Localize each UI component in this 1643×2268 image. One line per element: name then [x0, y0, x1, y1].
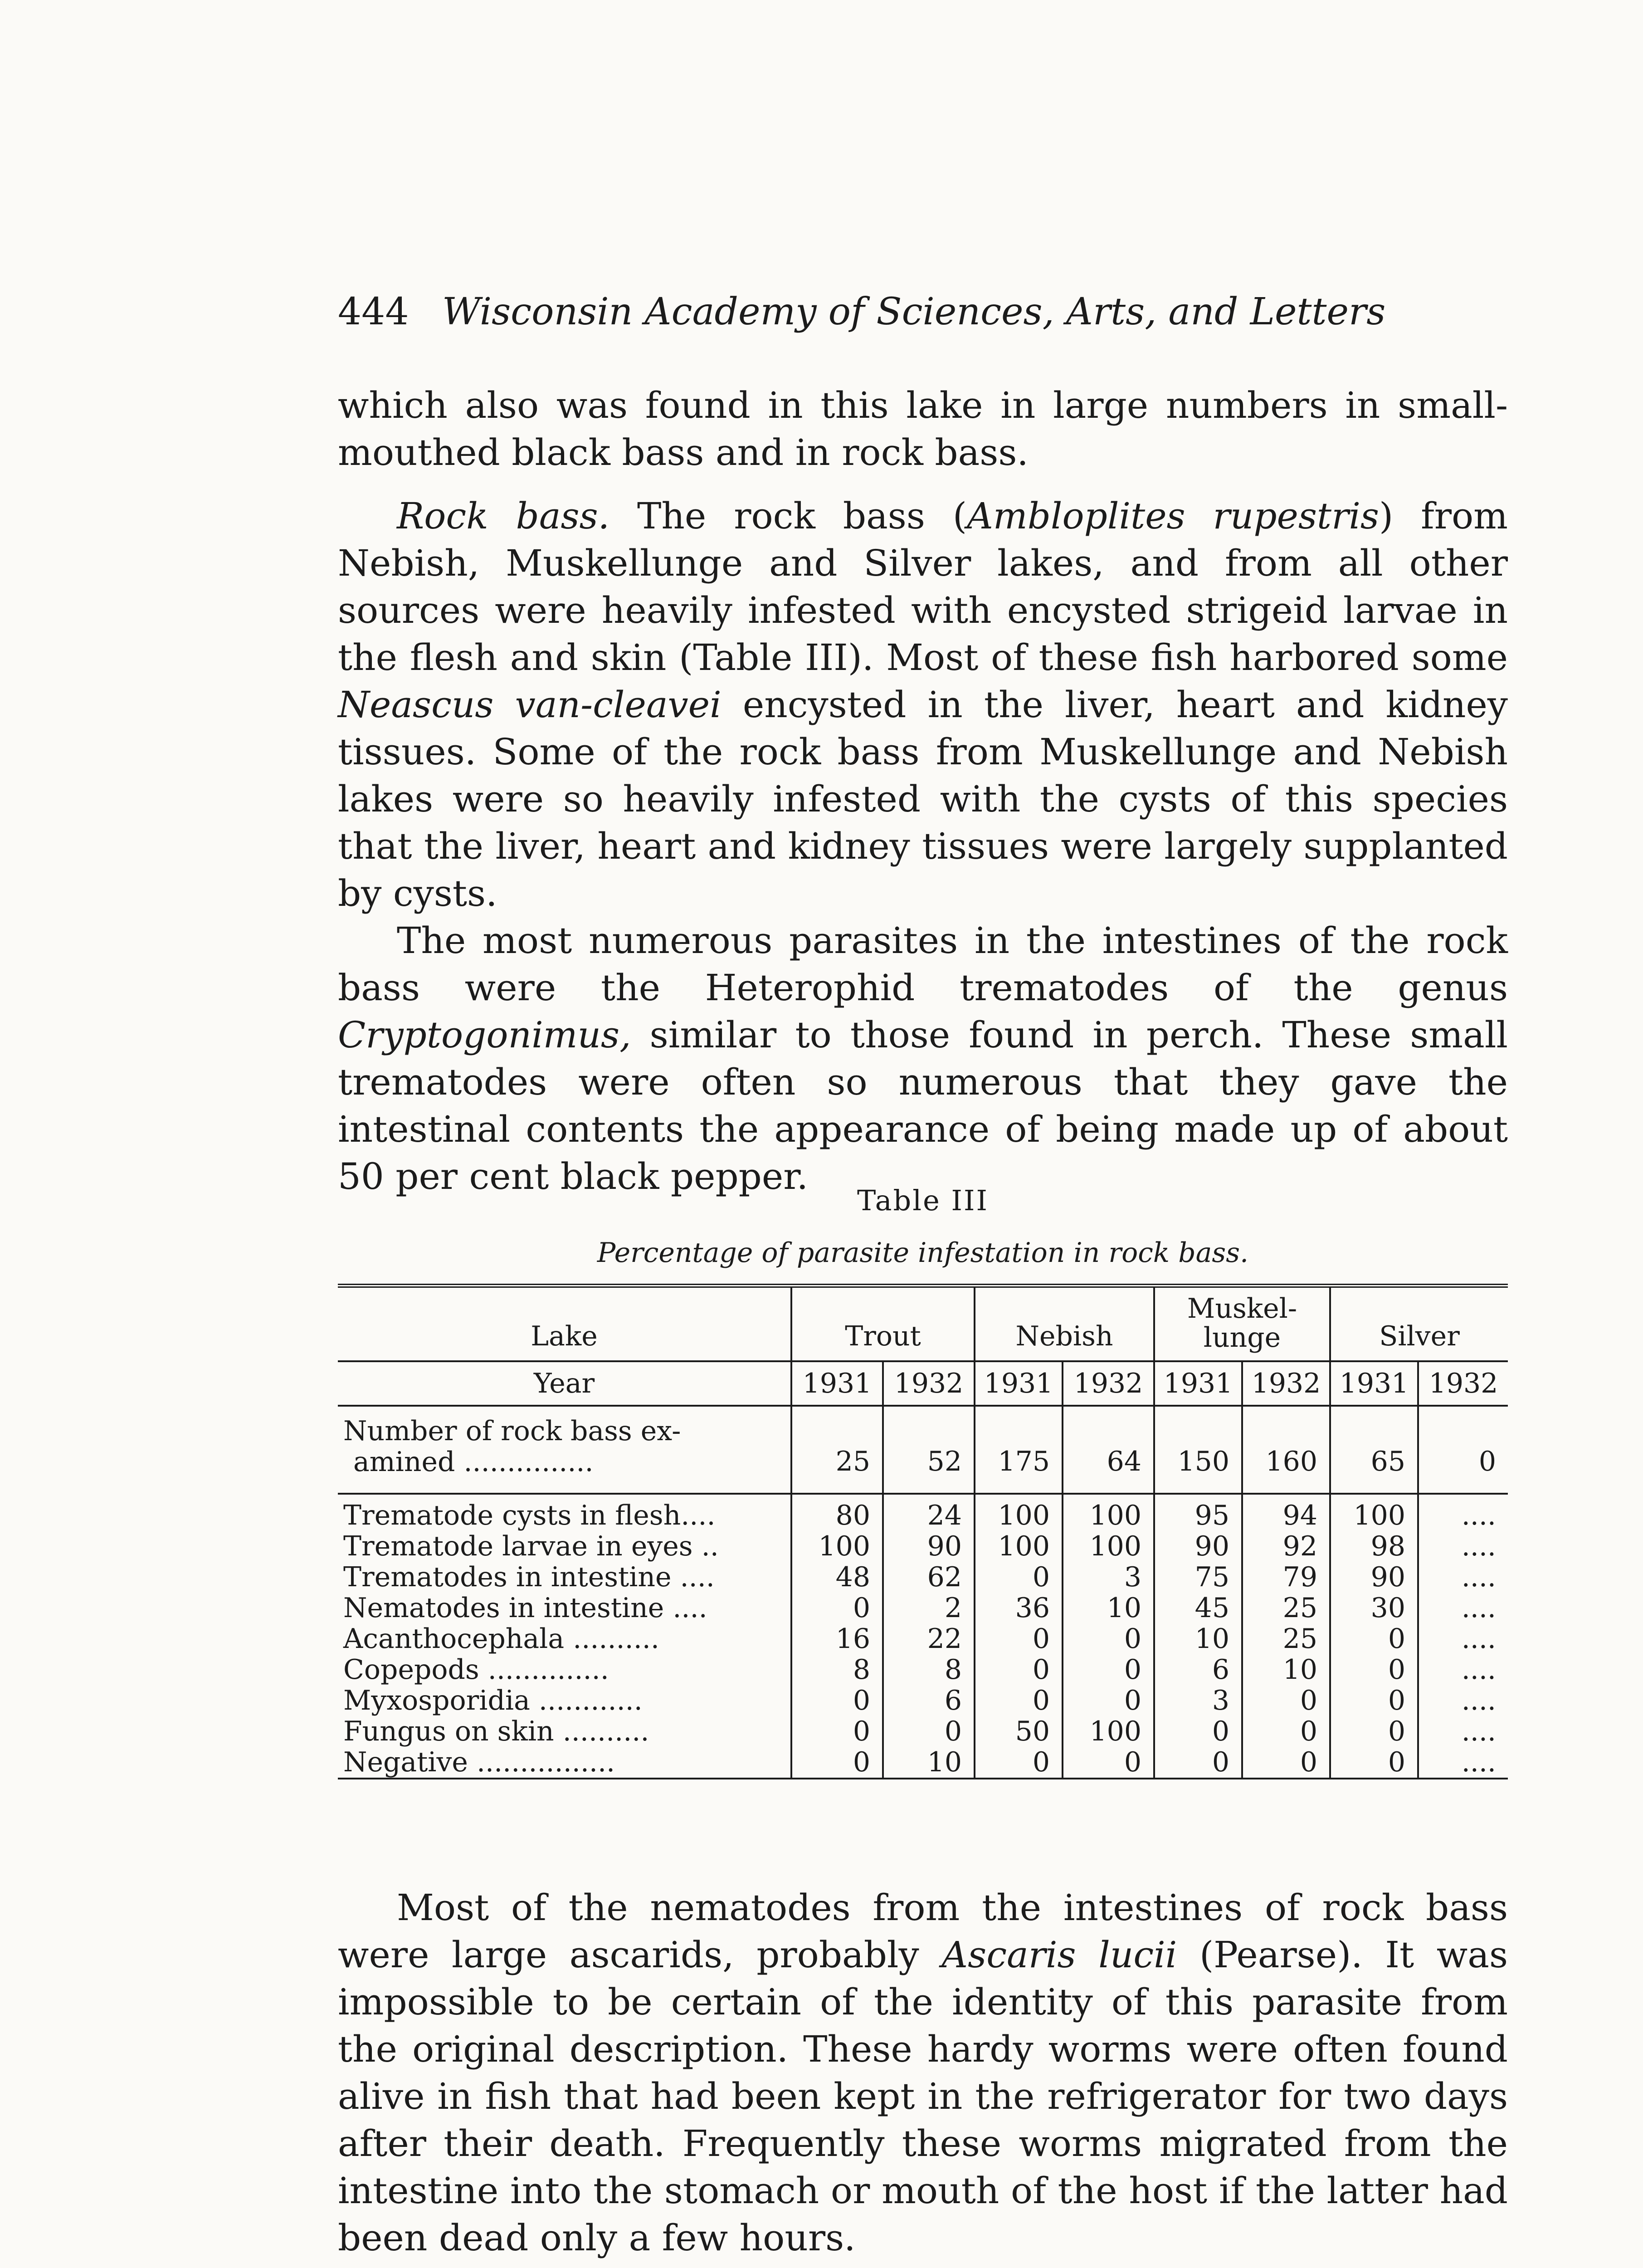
- row-label: Copepods ..............: [343, 1654, 609, 1685]
- lake-nebish: Nebish: [975, 1288, 1154, 1361]
- table-row: [338, 1593, 1508, 1623]
- table-cell: 90: [883, 1531, 975, 1562]
- lake-header-row: [338, 1288, 1508, 1361]
- table-cell: 25: [1242, 1623, 1330, 1654]
- body-text-bottom: [338, 1884, 1508, 2262]
- table-cell: ....: [1418, 1531, 1508, 1562]
- table-cell: ....: [1418, 1562, 1508, 1593]
- table-row: [338, 1654, 1508, 1685]
- year-cell: 1932: [883, 1361, 975, 1406]
- table-cell: 0: [1330, 1747, 1418, 1779]
- year-cell: 1931: [791, 1361, 883, 1406]
- table-cell: 0: [975, 1654, 1063, 1685]
- table-cell: 62: [883, 1562, 975, 1593]
- table-cell: 95: [1154, 1494, 1242, 1531]
- table-cell: 10: [1154, 1623, 1242, 1654]
- table-cell: 0: [1242, 1685, 1330, 1716]
- paragraph-4: Most of the nematodes from the intestines of rock bass were large ascarids, probably Ascaris lucii (Pearse). It was impossible to be certain of the identity of this parasite from the original description. These hardy worms were often found alive in fish that had been kept in the refrigerator for two days after their death. Frequently these worms migrated from the intestine into the stomach or mouth of the host if the latter had been dead only a few hours.: [338, 1887, 1508, 2259]
- table-cell: 0: [791, 1747, 883, 1779]
- table-cell: 25: [791, 1406, 883, 1494]
- species-name: Ascaris lucii: [941, 1934, 1177, 1976]
- table-cell: 100: [1330, 1494, 1418, 1531]
- table-cell: ....: [1418, 1654, 1508, 1685]
- table-cell: 92: [1242, 1531, 1330, 1562]
- page-number: 444: [338, 290, 409, 333]
- lake-silver: Silver: [1330, 1288, 1508, 1361]
- table-caption: [338, 1184, 1508, 1269]
- table-cell: 0: [1063, 1623, 1154, 1654]
- table-cell: 90: [1330, 1562, 1418, 1593]
- table-cell: 0: [791, 1716, 883, 1747]
- table-cell: 10: [1063, 1593, 1154, 1623]
- table-cell: 48: [791, 1562, 883, 1593]
- species-name: Ambloplites rupestris: [967, 495, 1379, 537]
- row-label: Trematode larvae in eyes ..: [343, 1531, 719, 1562]
- table-cell: 6: [883, 1685, 975, 1716]
- table-cell: 75: [1154, 1562, 1242, 1593]
- lake-muskellunge: Muskel-lunge: [1154, 1288, 1330, 1361]
- table-row: [338, 1494, 1508, 1531]
- table-cell: 24: [883, 1494, 975, 1531]
- table-cell: 79: [1242, 1562, 1330, 1593]
- table-cell: 94: [1242, 1494, 1330, 1531]
- table-cell: 0: [883, 1716, 975, 1747]
- table-cell: 22: [883, 1623, 975, 1654]
- table-cell: 45: [1154, 1593, 1242, 1623]
- journal-title: Wisconsin Academy of Sciences, Arts, and Letters: [442, 290, 1386, 333]
- table-cell: 0: [1242, 1747, 1330, 1779]
- table-title: Table III: [857, 1184, 989, 1217]
- row-label: Fungus on skin ..........: [343, 1716, 649, 1747]
- table-cell: 16: [791, 1623, 883, 1654]
- row-label: Negative ................: [343, 1747, 615, 1778]
- table-cell: 8: [883, 1654, 975, 1685]
- row-label: Acanthocephala ..........: [343, 1623, 659, 1654]
- table-cell: 100: [975, 1531, 1063, 1562]
- table-cell: 150: [1154, 1406, 1242, 1494]
- table-cell: 98: [1330, 1531, 1418, 1562]
- table-row: [338, 1623, 1508, 1654]
- table-cell: 0: [1330, 1685, 1418, 1716]
- year-row: [338, 1361, 1508, 1406]
- table-cell: 175: [975, 1406, 1063, 1494]
- table-cell: 160: [1242, 1406, 1330, 1494]
- genus-name: Cryptogonimus,: [338, 1014, 631, 1056]
- table-cell: 100: [791, 1531, 883, 1562]
- table-cell: 65: [1330, 1406, 1418, 1494]
- page: [338, 0, 1508, 2268]
- table-cell: 10: [1242, 1654, 1330, 1685]
- table-cell: 0: [975, 1685, 1063, 1716]
- table-cell: 30: [1330, 1593, 1418, 1623]
- table-cell: 25: [1242, 1593, 1330, 1623]
- table-row: [338, 1531, 1508, 1562]
- lake-header: Lake: [531, 1320, 598, 1352]
- table-cell: 6: [1154, 1654, 1242, 1685]
- table-cell: 3: [1063, 1562, 1154, 1593]
- table-cell: 100: [1063, 1531, 1154, 1562]
- table-cell: 0: [791, 1593, 883, 1623]
- table-cell: 64: [1063, 1406, 1154, 1494]
- table-cell: 0: [975, 1747, 1063, 1779]
- paragraph-2-lead: Rock bass.: [397, 495, 610, 537]
- table-cell: 36: [975, 1593, 1063, 1623]
- table-cell: 0: [1330, 1654, 1418, 1685]
- table-row: [338, 1747, 1508, 1779]
- running-header: [338, 290, 1508, 333]
- paragraph-3: The most numerous parasites in the intestines of the rock bass were the Heterophid trematodes of the genus Cryptogonimus, similar to those found in perch. These small trematodes were often so numerous that they gave the intestinal contents the appearance of being made up of about 50 per cent black pepper.: [338, 919, 1508, 1198]
- year-cell: 1931: [975, 1361, 1063, 1406]
- table-cell: 0: [1330, 1623, 1418, 1654]
- table-body: [338, 1494, 1508, 1779]
- row-label: Nematodes in intestine ....: [343, 1593, 707, 1623]
- year-cell: 1931: [1330, 1361, 1418, 1406]
- year-cell: 1932: [1418, 1361, 1508, 1406]
- row-label: Myxosporidia ............: [343, 1685, 643, 1716]
- table-cell: 0: [1330, 1716, 1418, 1747]
- table-row: [338, 1685, 1508, 1716]
- row-label: Number of rock bass ex- amined ...............: [338, 1406, 791, 1494]
- body-text-top: [338, 382, 1508, 1200]
- table-row: [338, 1562, 1508, 1593]
- table-cell: 0: [1063, 1747, 1154, 1779]
- table-cell: 0: [791, 1685, 883, 1716]
- table-cell: 8: [791, 1654, 883, 1685]
- species-name: Neascus van-cleavei: [338, 684, 722, 726]
- table-cell: 50: [975, 1716, 1063, 1747]
- year-cell: 1932: [1063, 1361, 1154, 1406]
- table-cell: ....: [1418, 1716, 1508, 1747]
- table-row-examined: [338, 1406, 1508, 1494]
- paragraph-1: which also was found in this lake in large numbers in small-mouthed black bass and in rock bass.: [338, 384, 1508, 474]
- table-cell: 100: [1063, 1716, 1154, 1747]
- table-cell: ....: [1418, 1747, 1508, 1779]
- table-cell: 2: [883, 1593, 975, 1623]
- table-cell: 10: [883, 1747, 975, 1779]
- table-cell: 0: [1154, 1747, 1242, 1779]
- table-cell: 52: [883, 1406, 975, 1494]
- table-cell: 90: [1154, 1531, 1242, 1562]
- table-cell: 3: [1154, 1685, 1242, 1716]
- table-cell: ....: [1418, 1593, 1508, 1623]
- year-cell: 1932: [1242, 1361, 1330, 1406]
- row-label: Trematodes in intestine ....: [343, 1562, 715, 1593]
- lake-trout: Trout: [791, 1288, 975, 1361]
- paragraph-2: Rock bass. The rock bass (Ambloplites rupestris) from Nebish, Muskellunge and Silver lakes, and from all other sources were heavily infested with encysted strigeid larvae in the flesh and skin (Table III). Most of these fish harbored some Neascus van-cleavei encysted in the liver, heart and kidney tissues. Some of the rock bass from Muskellunge and Nebish lakes were so heavily infested with the cysts of this species that the liver, heart and kidney tissues were largely supplanted by cysts.: [338, 495, 1508, 914]
- table-row: [338, 1716, 1508, 1747]
- table-cell: 0: [1063, 1654, 1154, 1685]
- table-cell: 100: [1063, 1494, 1154, 1531]
- parasite-table: [338, 1284, 1508, 1779]
- table-cell: 0: [975, 1562, 1063, 1593]
- table-cell: 0: [1418, 1406, 1508, 1494]
- table-cell: 80: [791, 1494, 883, 1531]
- year-cell: 1931: [1154, 1361, 1242, 1406]
- year-header: Year: [338, 1361, 791, 1406]
- table-cell: ....: [1418, 1623, 1508, 1654]
- table-cell: 0: [1154, 1716, 1242, 1747]
- table-cell: 0: [1063, 1685, 1154, 1716]
- table-cell: ....: [1418, 1685, 1508, 1716]
- table-cell: 0: [975, 1623, 1063, 1654]
- table-cell: ....: [1418, 1494, 1508, 1531]
- table-subtitle: Percentage of parasite infestation in rock bass.: [597, 1237, 1249, 1269]
- row-label: Trematode cysts in flesh....: [338, 1494, 791, 1531]
- table-cell: 0: [1242, 1716, 1330, 1747]
- table-cell: 100: [975, 1494, 1063, 1531]
